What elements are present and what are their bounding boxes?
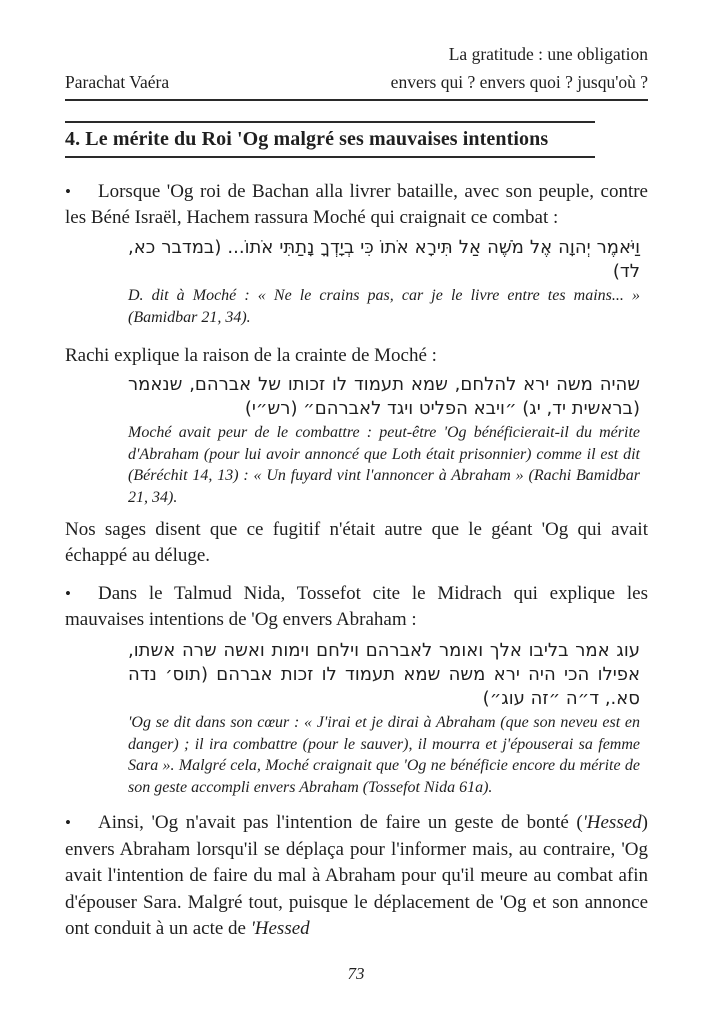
- chapter-title-line2: envers qui ? envers quoi ? jusqu'où ?: [390, 72, 648, 92]
- running-header-row: [65, 72, 648, 92]
- bullet-icon: •: [65, 813, 71, 832]
- quote-block-1: [128, 236, 640, 328]
- translation-quote-3: 'Og se dit dans son cœur : « J'irai et je dirai à Abraham (que son neveu est en danger) ; il ira combattre (pour le sauver), il mourra et j'épouserai sa femme Sara ». Malgré cela, Moché craignait que 'Og ne bénéficie encore du mérite de son geste accompli envers Abraham (Tossefot Nida 61a).: [128, 714, 640, 796]
- bullet-icon: •: [65, 584, 71, 603]
- translation-quote-1: D. dit à Moché : « Ne le crains pas, car je le livre entre tes mains... » (Bamidbar 21, 34).: [128, 287, 640, 326]
- paragraph-4: [65, 581, 648, 633]
- bullet-icon: •: [65, 182, 71, 201]
- hessed-term-2: 'Hessed: [250, 918, 310, 939]
- paragraph-4-text: Dans le Talmud Nida, Tossefot cite le Midrach qui explique les mauvaises intentions de 'Og envers Abraham :: [65, 583, 648, 630]
- hebrew-quote-3: עוג אמר בליבו אלך ואומר לאברהם וילחם וימות ואשה שרה אשתו, אפילו הכי היה ירא משה שמא תעמוד לו זכות אברהם (תוס׳ נדה סא., ד״ה ״זה עוג״): [128, 640, 640, 709]
- hebrew-quote-2: שהיה משה ירא להלחם, שמא תעמוד לו זכותו של אברהם, שנאמר (בראשית יד, יג) ״ויבא הפליט ויגד לאברהם״ (רש״י): [128, 374, 640, 419]
- translation-quote-2: Moché avait peur de le combattre : peut-être 'Og bénéficierait-il du mérite d'Abraham (pour lui avoir annoncé que Loth était prisonnier) comme il est dit (Béréchit 14, 13) : « Un fuyard vint l'annoncer à Abraham » (Rachi Bamidbar 21, 34).: [128, 424, 640, 506]
- chapter-title-line1: La gratitude : une obligation: [448, 44, 648, 64]
- quote-block-2: [128, 373, 640, 508]
- section-title-box: [65, 121, 595, 158]
- page-number: 73: [347, 964, 365, 983]
- section-title: 4. Le mérite du Roi 'Og malgré ses mauvaises intentions: [65, 128, 549, 150]
- paragraph-1: [65, 179, 648, 231]
- hebrew-quote-1: וַיֹּאמֶר יְהוָה אֶל מֹשֶׁה אַל תִּירָא אֹתוֹ כִּי בְיָדְךָ נָתַתִּי אֹתוֹ... (במדבר כא, לד): [128, 237, 640, 282]
- paragraph-2: Rachi explique la raison de la crainte de Moché :: [65, 345, 437, 366]
- hessed-term-1: 'Hessed: [582, 812, 642, 833]
- paragraph-5-seg2: ) envers Abraham lorsqu'il se déplaça pour l'informer mais, au contraire, 'Og avait l'intention de faire du mal à Abraham pour qu'il meure au combat afin d'épouser Sara. Malgré tout, puisque le déplacement de 'Og et son annonce ont conduit à un acte de: [65, 812, 648, 939]
- running-header: [65, 44, 648, 101]
- paragraph-5: [65, 810, 648, 943]
- quote-block-3: [128, 639, 640, 798]
- paragraph-1-text: Lorsque 'Og roi de Bachan alla livrer bataille, avec son peuple, contre les Béné Israël, Hachem rassura Moché qui craignait ce combat :: [65, 181, 648, 228]
- paragraph-3: Nos sages disent que ce fugitif n'était autre que le géant 'Og qui avait échappé au déluge.: [65, 519, 648, 566]
- paragraph-5-seg1: Ainsi, 'Og n'avait pas l'intention de faire un geste de bonté (: [98, 812, 583, 833]
- parasha-name: Parachat Vaéra: [65, 72, 170, 92]
